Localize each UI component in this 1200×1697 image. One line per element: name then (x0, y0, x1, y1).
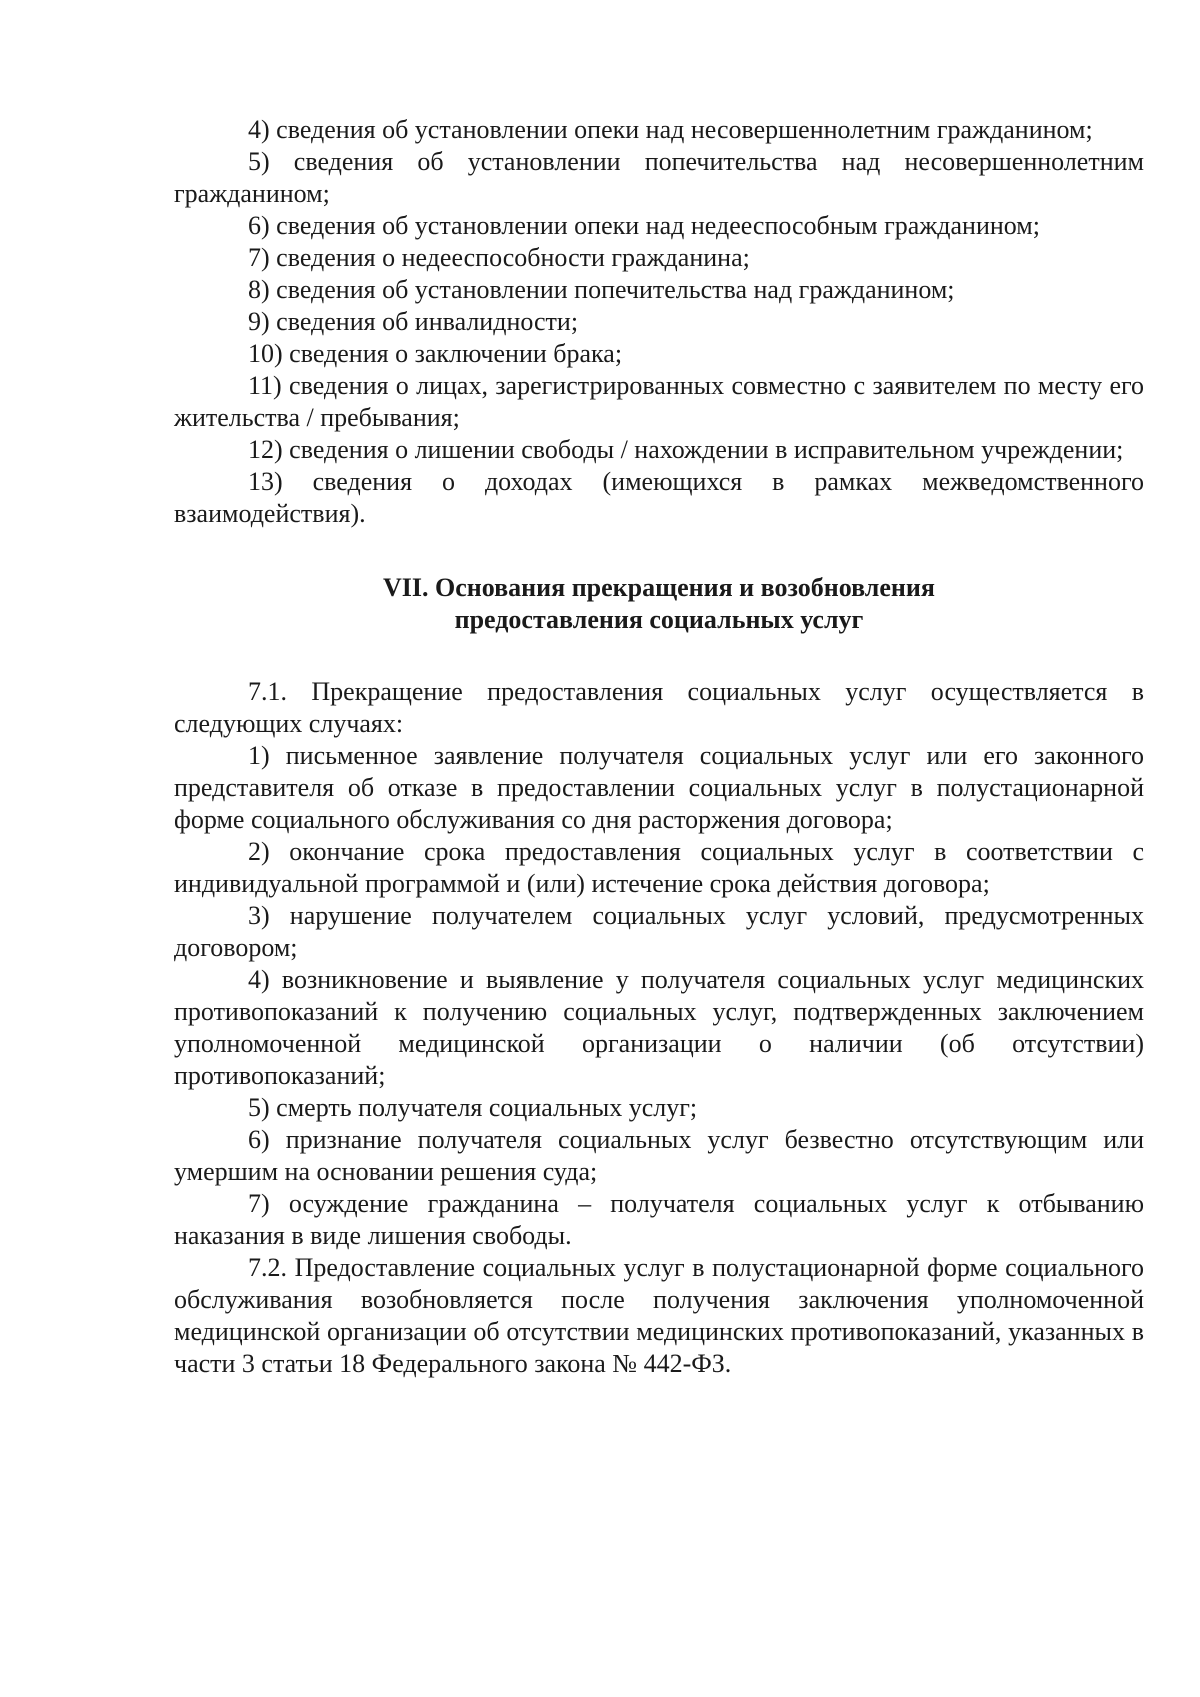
clause-item: 6) признание получателя социальных услуг безвестно отсутствующим или умершим на основании решения суда; (174, 1125, 1144, 1186)
list-item: 5) сведения об установлении попечительства над несовершеннолетним гражданином; (174, 147, 1144, 208)
list-item: 13) сведения о доходах (имеющихся в рамках межведомственного взаимодействия). (174, 467, 1144, 528)
document-body (174, 114, 1144, 1380)
list-item: 4) сведения об установлении опеки над несовершеннолетним гражданином; (248, 115, 1093, 144)
list-item: 6) сведения об установлении опеки над недееспособным гражданином; (248, 211, 1040, 240)
clause-item: 5) смерть получателя социальных услуг; (248, 1093, 698, 1122)
clause-7-1-intro: 7.1. Прекращение предоставления социальных услуг осуществляется в следующих случаях: (174, 677, 1144, 738)
list-item: 12) сведения о лишении свободы / нахождении в исправительном учреждении; (248, 435, 1124, 464)
list-item: 9) сведения об инвалидности; (248, 307, 579, 336)
clause-7-2: 7.2. Предоставление социальных услуг в полустационарной форме социального обслуживания возобновляется после получения заключения уполномоченной медицинской организации об отсутствии медицинских противопоказаний, указанных в части 3 статьи 18 Федерального закона № 442-ФЗ. (174, 1253, 1144, 1378)
section-title-line1: VII. Основания прекращения и возобновления (383, 573, 935, 602)
list-item: 8) сведения об установлении попечительства над гражданином; (248, 275, 955, 304)
clause-item: 4) возникновение и выявление у получателя социальных услуг медицинских противопоказаний к получению социальных услуг, подтвержденных заключением уполномоченной медицинской организации о наличии (об отсутствии) противопоказаний; (174, 965, 1144, 1090)
list-item: 10) сведения о заключении брака; (248, 339, 623, 368)
section-heading (174, 572, 1144, 636)
clause-item: 7) осуждение гражданина – получателя социальных услуг к отбыванию наказания в виде лишения свободы. (174, 1189, 1144, 1250)
list-item: 11) сведения о лицах, зарегистрированных совместно с заявителем по месту его жительства / пребывания; (174, 371, 1144, 432)
clause-item: 3) нарушение получателем социальных услуг условий, предусмотренных договором; (174, 901, 1144, 962)
clause-item: 2) окончание срока предоставления социальных услуг в соответствии с индивидуальной программой и (или) истечение срока действия договора; (174, 837, 1144, 898)
clause-item: 1) письменное заявление получателя социальных услуг или его законного представителя об отказе в предоставлении социальных услуг в полустационарной форме социального обслуживания со дня расторжения договора; (174, 741, 1144, 834)
list-item: 7) сведения о недееспособности гражданина; (248, 243, 750, 272)
section-title-line2: предоставления социальных услуг (454, 605, 864, 634)
